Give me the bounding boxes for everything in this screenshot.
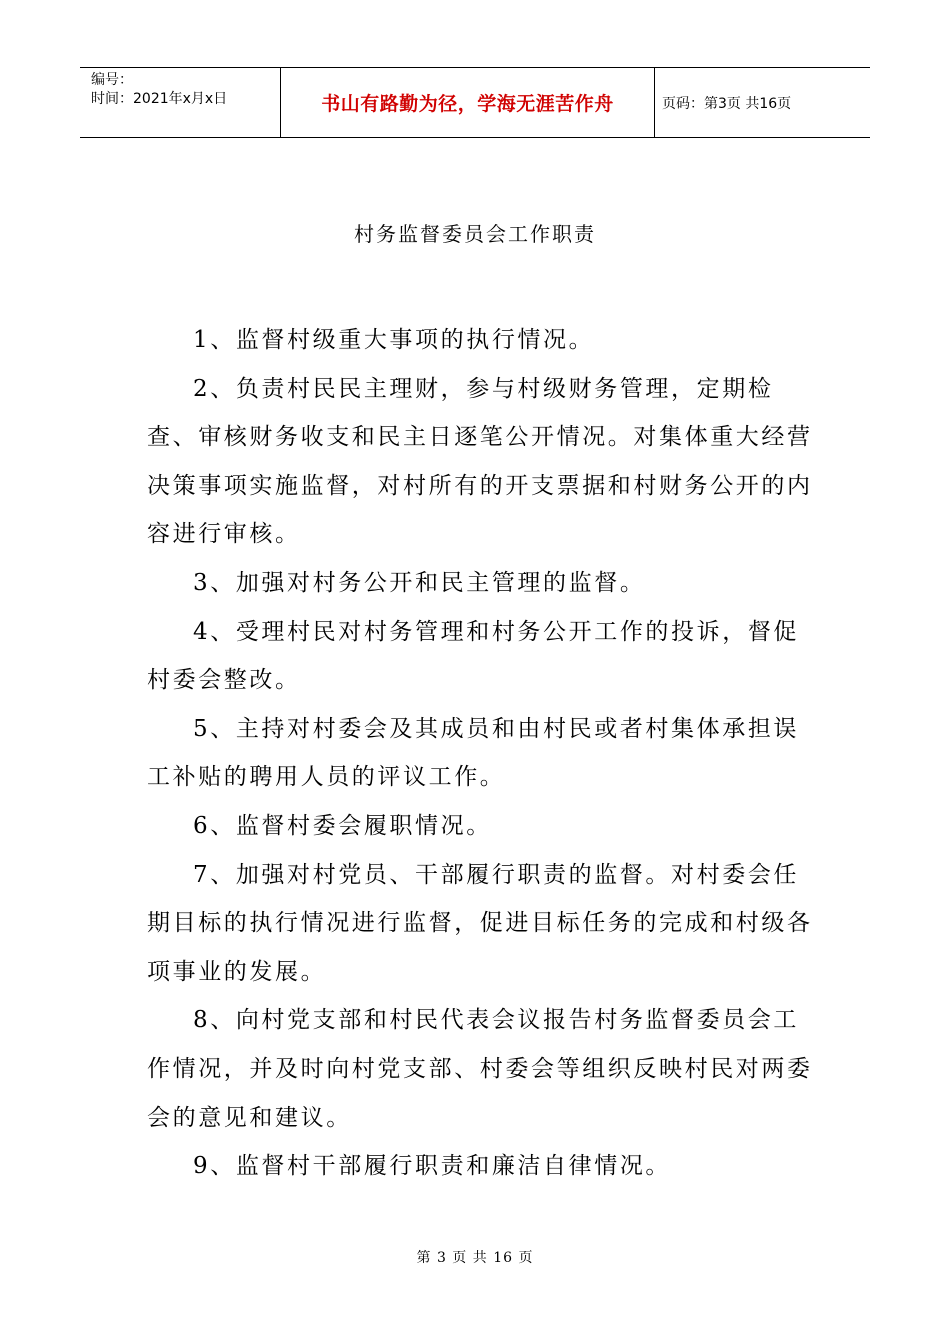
paragraph-7: 7、加强对村党员、干部履行职责的监督。对村委会任期目标的执行情况进行监督，促进目标任务的完成和村级各项事业的发展。 [147, 861, 813, 985]
paragraph-8: 8、向村党支部和村民代表会议报告村务监督委员会工作情况，并及时向村党支部、村委会等组织反映村民对两委会的意见和建议。 [147, 1007, 813, 1131]
header-motto: 书山有路勤为径，学海无涯苦作舟 [281, 68, 655, 137]
paragraph-4: 4、受理村民对村务管理和村务公开工作的投诉，督促村委会整改。 [147, 618, 800, 694]
document-time-label: 时间：2021年x月x日 [91, 91, 228, 107]
document-body [147, 316, 817, 1191]
paragraph-9: 9、监督村干部履行职责和廉洁自律情况。 [193, 1153, 672, 1180]
header-meta [80, 68, 281, 137]
paragraph-6: 6、监督村委会履职情况。 [193, 812, 492, 839]
header-page-info: 页码：第3页 共16页 [662, 95, 792, 112]
paragraph-1: 1、监督村级重大事项的执行情况。 [193, 327, 595, 353]
paragraph-2: 2、负责村民民主理财，参与村级财务管理，定期检查、审核财务收支和民主日逐笔公开情况。对集体重大经营决策事项实施监督，对村所有的开支票据和村财务公开的内容进行审核。 [147, 375, 813, 548]
paragraph-3: 3、加强对村务公开和民主管理的监督。 [193, 569, 646, 596]
document-number-label: 编号： [91, 72, 133, 88]
page-footer: 第 3 页 共 16 页 [416, 1250, 534, 1266]
page-header [80, 67, 870, 138]
document-title: 村务监督委员会工作职责 [354, 222, 596, 246]
paragraph-5: 5、主持对村委会及其成员和由村民或者村集体承担误工补贴的聘用人员的评议工作。 [147, 715, 800, 791]
